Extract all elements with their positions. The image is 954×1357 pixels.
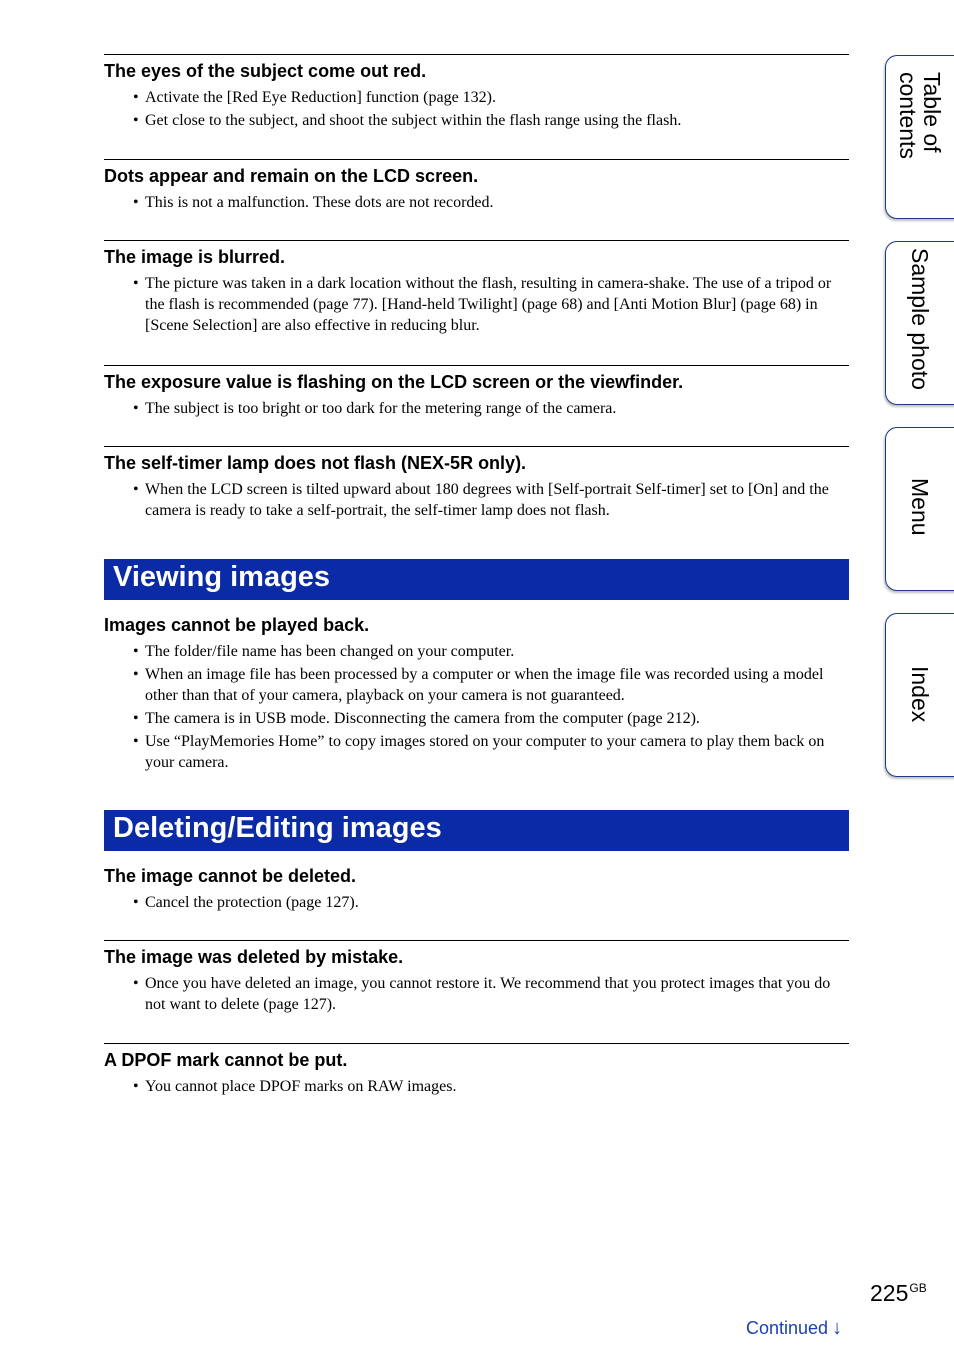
list-item: • This is not a malfunction. These dots are not recorded. bbox=[145, 192, 849, 213]
list-item: • When an image file has been processed by a computer or when the image file was recorded using a model other than that of your camera, playback on your camera is not guaranteed. bbox=[145, 664, 849, 706]
topic-heading: The self-timer lamp does not flash (NEX-5R only). bbox=[104, 453, 527, 473]
topic-self-timer-lamp bbox=[104, 446, 849, 559]
continued-label: Continued bbox=[746, 1318, 829, 1338]
topic-cannot-delete bbox=[104, 851, 849, 940]
bullet-list bbox=[104, 398, 849, 419]
tab-table-of-contents[interactable] bbox=[885, 55, 954, 219]
topic-heading: A DPOF mark cannot be put. bbox=[104, 1050, 348, 1070]
topic-heading: Dots appear and remain on the LCD screen. bbox=[104, 166, 479, 186]
bullet-list bbox=[104, 1076, 849, 1097]
topic-dots-lcd bbox=[104, 159, 849, 240]
list-item: • The camera is in USB mode. Disconnecting the camera from the computer (page 212). bbox=[145, 708, 849, 729]
bullet-list bbox=[104, 273, 849, 336]
section-title-deleting: Deleting/Editing images bbox=[104, 810, 849, 851]
tab-label: Index bbox=[907, 666, 933, 723]
bullet-list bbox=[104, 892, 849, 913]
list-item: • The subject is too bright or too dark for the metering range of the camera. bbox=[145, 398, 849, 419]
topic-playback bbox=[104, 600, 849, 810]
topic-exposure-flashing bbox=[104, 365, 849, 446]
continued-link[interactable] bbox=[746, 1317, 842, 1340]
list-item: • When the LCD screen is tilted upward about 180 degrees with [Self-portrait Self-timer] set to [On] and the camera is ready to take a self-portrait, the self-timer lamp does not flash. bbox=[145, 479, 849, 521]
topic-heading: The image was deleted by mistake. bbox=[104, 947, 404, 967]
bullet-list bbox=[104, 479, 849, 521]
topic-red-eye bbox=[104, 54, 849, 159]
arrow-down-icon: ↓ bbox=[832, 1317, 843, 1339]
topic-heading: The eyes of the subject come out red. bbox=[104, 61, 427, 81]
topic-deleted-by-mistake bbox=[104, 940, 849, 1043]
list-item: • The picture was taken in a dark location without the flash, resulting in camera-shake. The use of a tripod or the flash is recommended (page 77). [Hand-held Twilight] (page 68) and [Anti Motion Blur] (page 68) in [Scene Selection] are also effective in reducing blur. bbox=[145, 273, 849, 336]
list-item: • Use “PlayMemories Home” to copy images stored on your computer to your camera to play them back on your camera. bbox=[145, 731, 849, 773]
page-number-suffix: GB bbox=[909, 1281, 927, 1295]
list-item: • Activate the [Red Eye Reduction] function (page 132). bbox=[145, 87, 849, 108]
page-number bbox=[870, 1280, 927, 1307]
topic-blurred bbox=[104, 240, 849, 365]
section-title-viewing: Viewing images bbox=[104, 559, 849, 600]
bullet-list bbox=[104, 87, 849, 131]
topic-heading: The image is blurred. bbox=[104, 247, 286, 267]
list-item: • Once you have deleted an image, you cannot restore it. We recommend that you protect images that you do not want to delete (page 127). bbox=[145, 973, 849, 1015]
tab-index[interactable] bbox=[885, 613, 954, 777]
topic-heading: Images cannot be played back. bbox=[104, 615, 370, 635]
tab-sample-photo[interactable] bbox=[885, 241, 954, 405]
page-content bbox=[104, 54, 849, 1124]
list-item: • Cancel the protection (page 127). bbox=[145, 892, 849, 913]
topic-heading: The exposure value is flashing on the LCD screen or the viewfinder. bbox=[104, 372, 684, 392]
list-item: • You cannot place DPOF marks on RAW images. bbox=[145, 1076, 849, 1097]
bullet-list bbox=[104, 973, 849, 1015]
topic-heading: The image cannot be deleted. bbox=[104, 866, 357, 886]
bullet-list bbox=[104, 192, 849, 213]
tab-label: Menu bbox=[907, 478, 933, 536]
tab-label: Table of contents bbox=[895, 72, 945, 159]
tab-label: Sample photo bbox=[907, 248, 933, 390]
tab-menu[interactable] bbox=[885, 427, 954, 591]
topic-dpof-mark bbox=[104, 1043, 849, 1124]
bullet-list bbox=[104, 641, 849, 773]
page-number-value: 225 bbox=[870, 1280, 909, 1306]
list-item: • Get close to the subject, and shoot the subject within the flash range using the flash. bbox=[145, 110, 849, 131]
list-item: • The folder/file name has been changed on your computer. bbox=[145, 641, 849, 662]
